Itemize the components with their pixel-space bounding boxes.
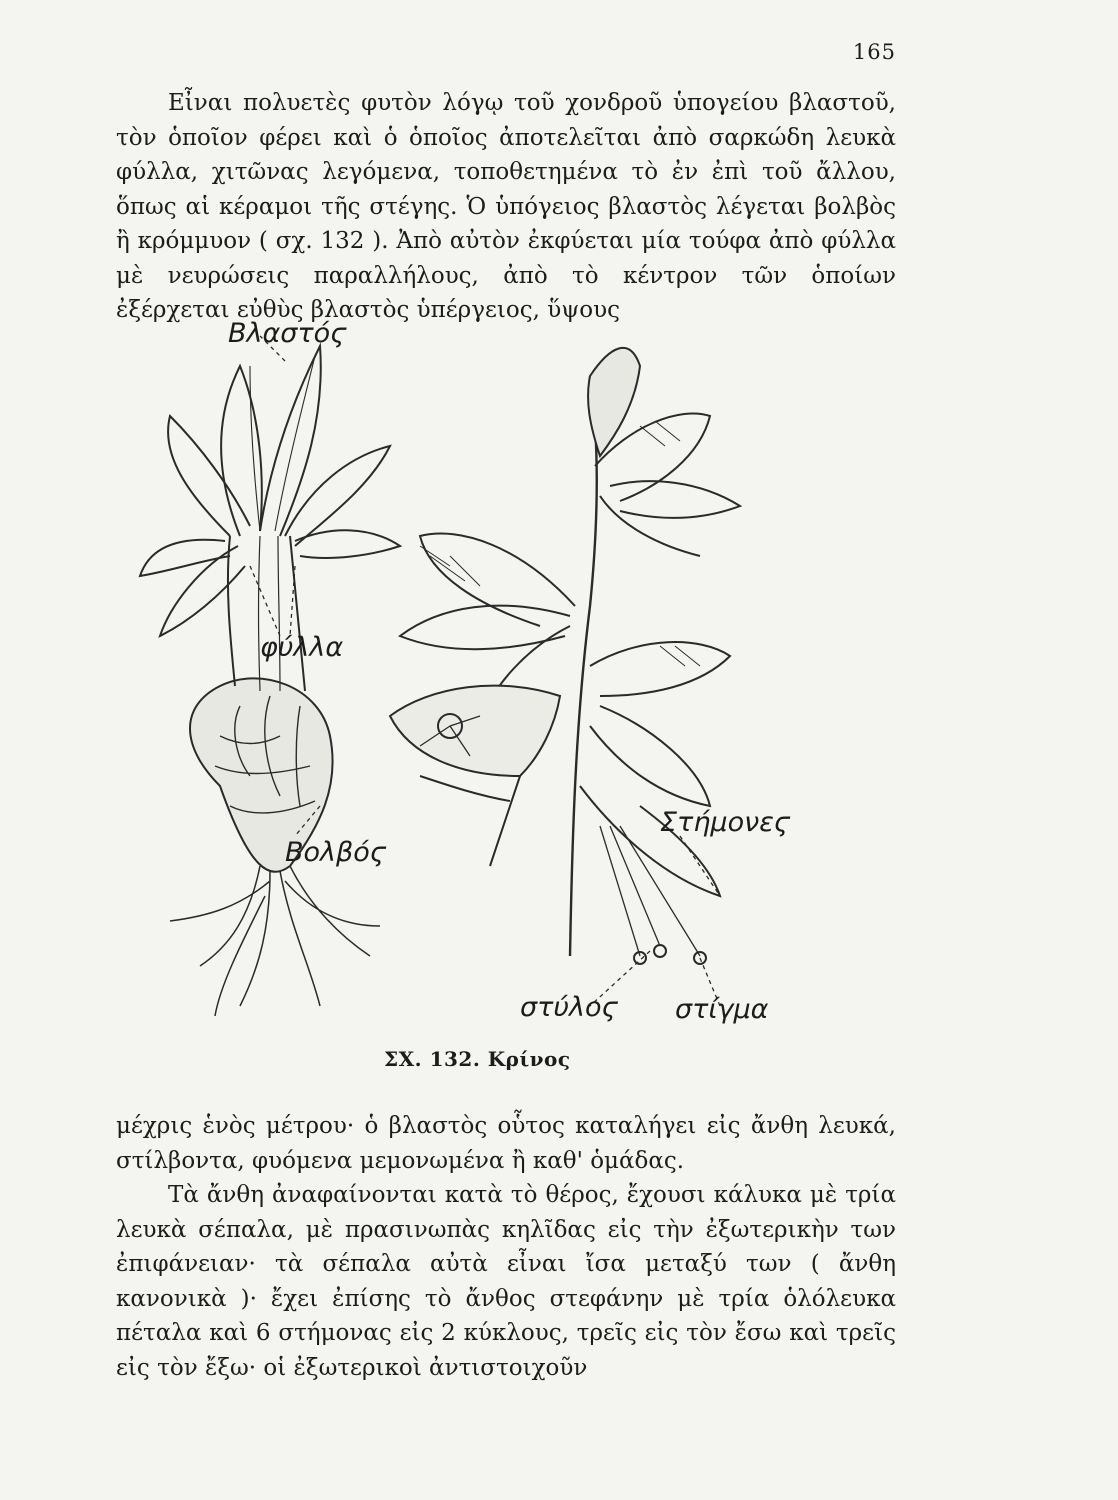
label-volvos: Βολβόϛ	[285, 837, 386, 868]
label-stimones: Στήμονεϛ	[660, 807, 790, 838]
paragraph-intro	[116, 86, 896, 328]
label-stigma: στίγμα	[675, 994, 769, 1025]
label-stylos: στύλοϛ	[520, 992, 618, 1023]
paragraph-3-text: Τὰ ἄνθη ἀναφαίνονται κατὰ τὸ θέρος, ἔχουσι κάλυκα μὲ τρία λευκὰ σέπαλα, μὲ πρασινωπὰς κηλῖδας εἰς τὴν ἐξωτερικὴν των ἐπιφάνειαν· τὰ σέπαλα αὐτὰ εἶναι ἴσα μεταξύ των ( ἄνθη κανονικὰ )· ἔχει ἐπίσης τὸ ἄνθος στεφάνην μὲ τρία ὁλόλευκα πέταλα καὶ 6 στήμονας εἰς 2 κύκλους, τρεῖς εἰς τὸν ἔσω καὶ τρεῖς εἰς τὸν ἔξω· οἱ ἐξωτερικοὶ ἀντιστοιχοῦν	[116, 1182, 896, 1381]
lily-illustration	[120, 306, 820, 1036]
label-fylla: φύλλα	[260, 632, 344, 663]
paragraph-1-text: Εἶναι πολυετὲς φυτὸν λόγῳ τοῦ χονδροῦ ὑπογείου βλαστοῦ, τὸν ὁποῖον φέρει καὶ ὁ ὁποῖος ἀποτελεῖται ἀπὸ σαρκώδη λευκὰ φύλλα, χιτῶνας λεγόμενα, τοποθετημένα τὸ ἐν ἐπὶ τοῦ ἄλλου, ὅπως αἱ κέραμοι τῆς στέγης. Ὁ ὑπόγειος βλαστὸς λέγεται βολβὸς ἢ κρόμμυον ( σχ. 132 ). Ἀπὸ αὐτὸν ἐκφύεται μία τούφα ἀπὸ φύλλα μὲ νευρώσεις παραλλήλους, ἀπὸ τὸ κέντρον τῶν ὁποίων ἐξέρχεται εὐθὺς βλαστὸς ὑπέργειος, ὕψους	[116, 90, 896, 323]
paragraph-2-text: μέχρις ἑνὸς μέτρου· ὁ βλαστὸς οὗτος καταλήγει εἰς ἄνθη λευκά, στίλβοντα, φυόμενα μεμονωμένα ἢ καθ' ὁμάδας.	[116, 1113, 896, 1174]
bulb-plant-drawing	[140, 336, 400, 1016]
paragraph-continued	[116, 1109, 896, 1385]
figure-caption: ΣΧ. 132. Κρίνος	[384, 1047, 571, 1071]
flowering-stem-drawing	[390, 348, 740, 1006]
label-blastos: Βλαστόϛ	[228, 318, 347, 349]
lily-figure	[120, 306, 820, 1036]
page-number: 165	[852, 40, 896, 64]
